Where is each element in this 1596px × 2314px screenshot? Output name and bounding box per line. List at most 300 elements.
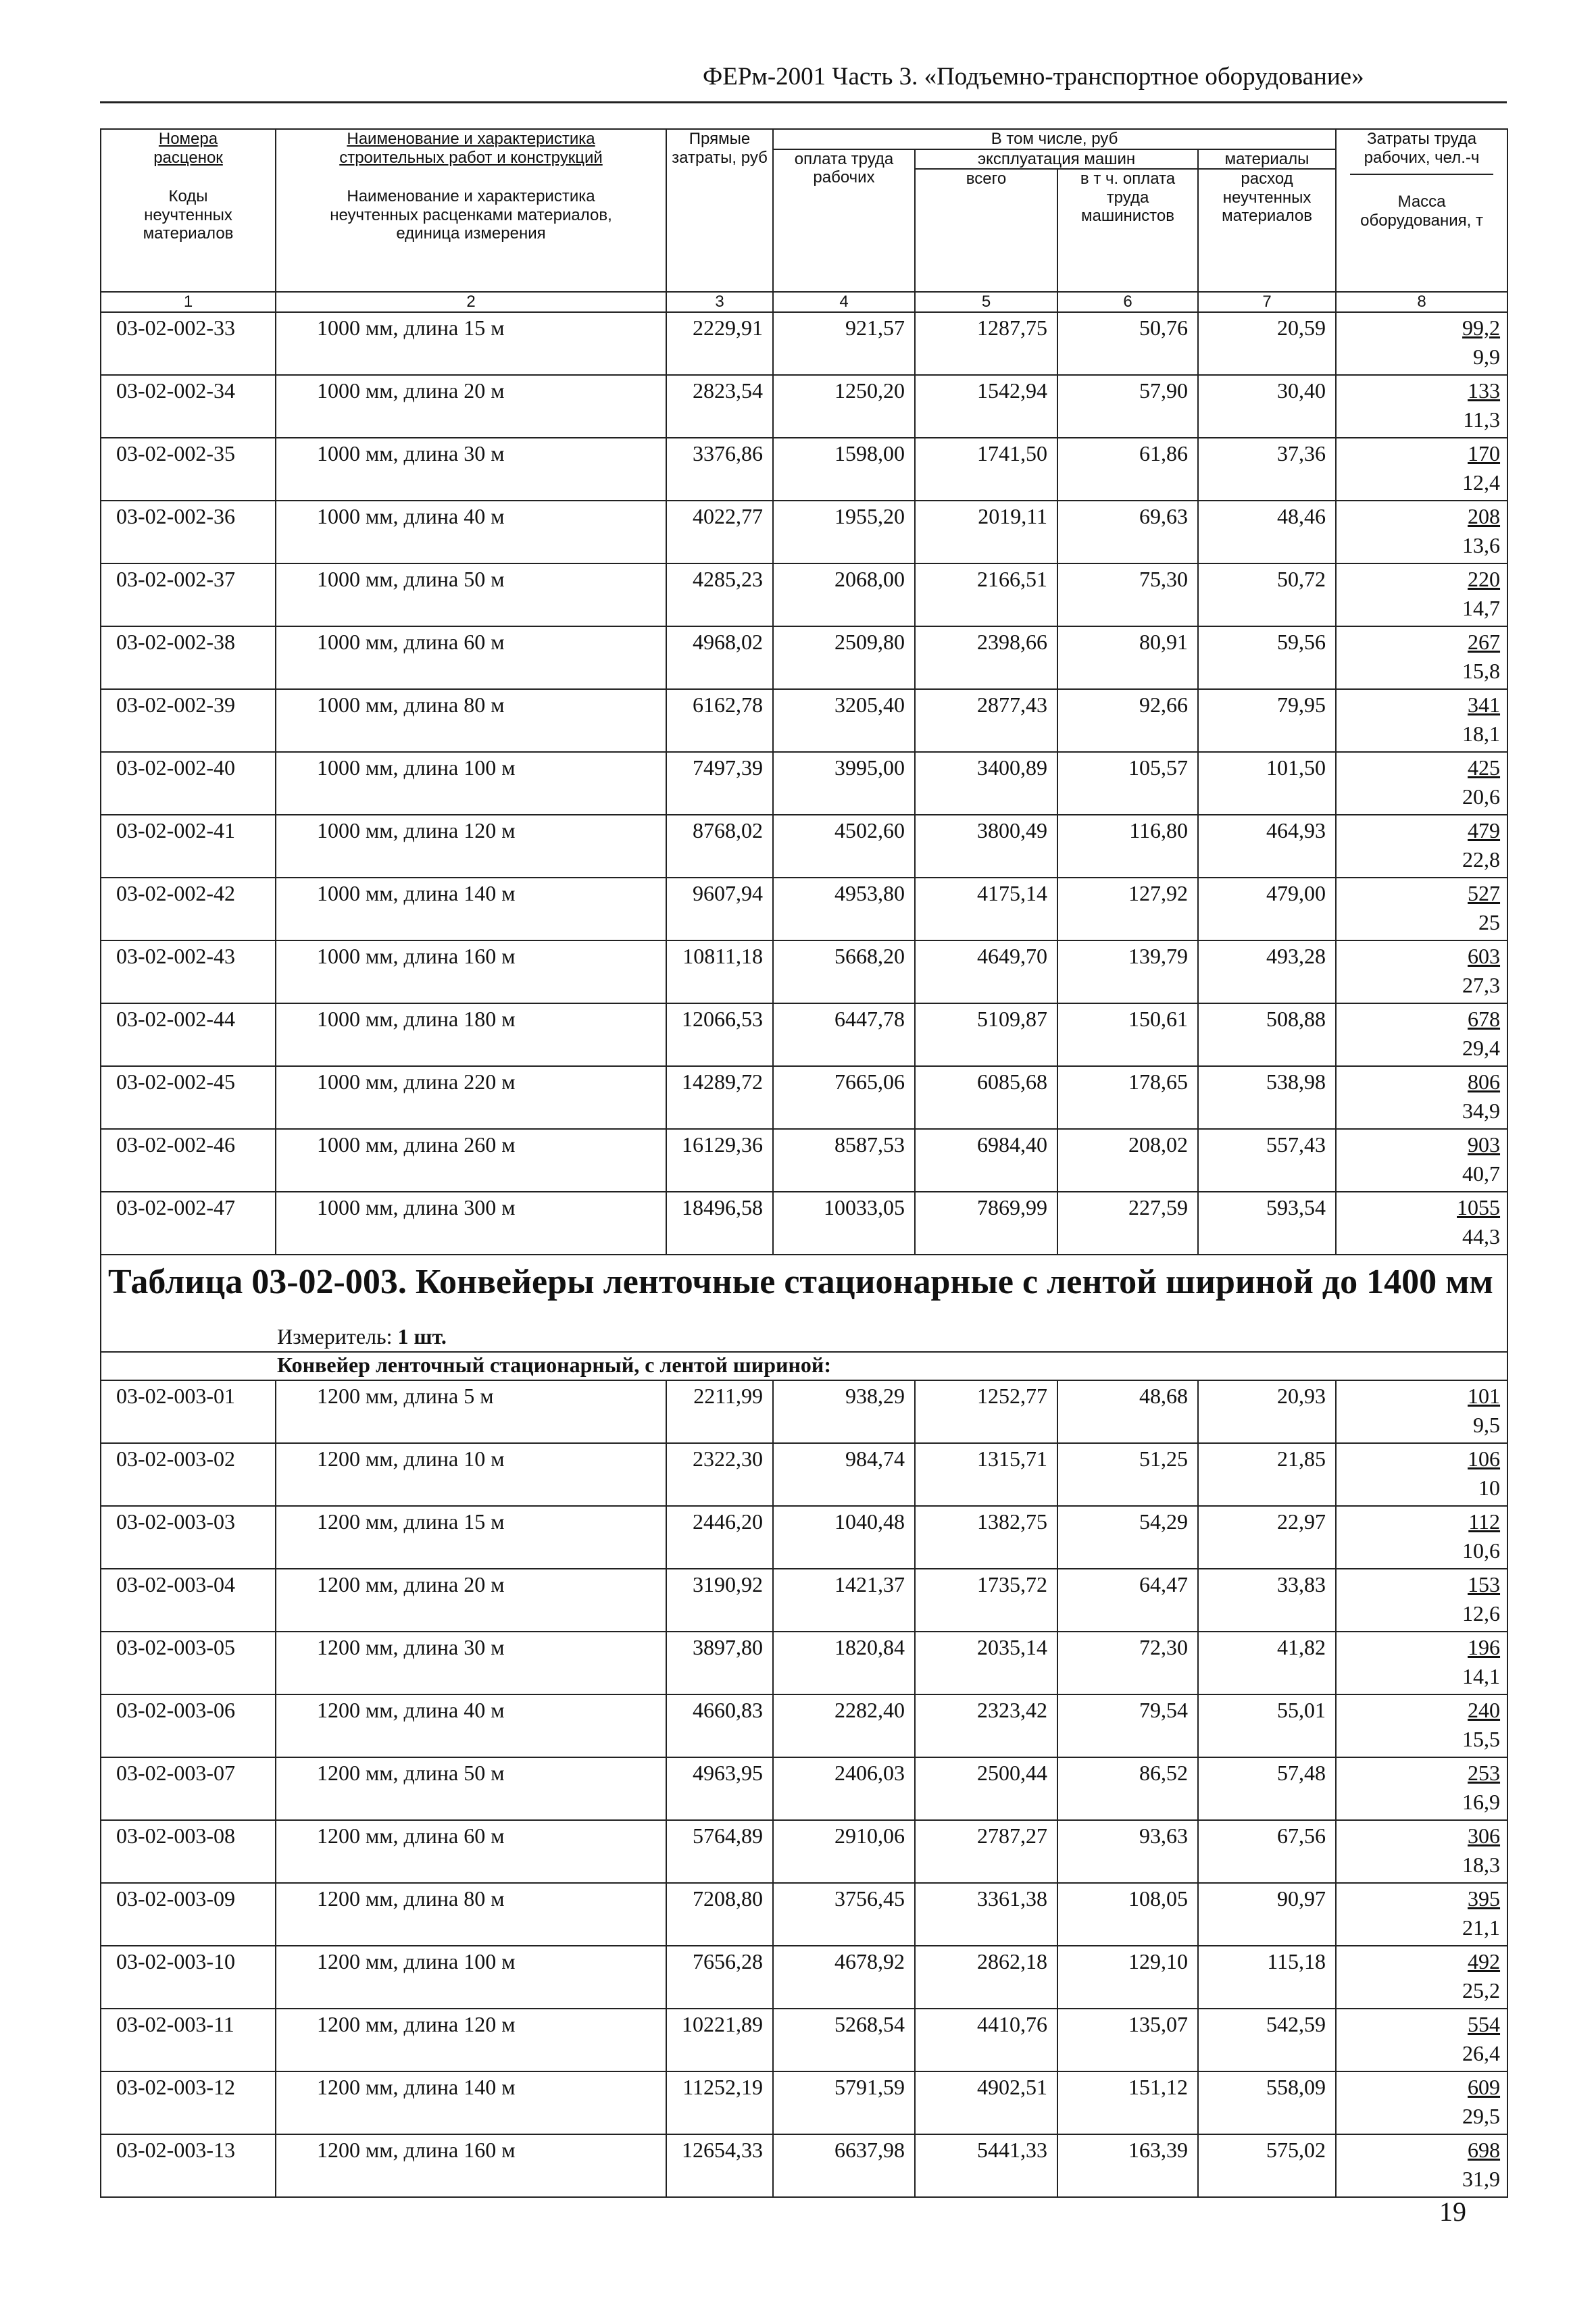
- equipment-mass: 14,7: [1462, 596, 1501, 621]
- machine-cost: 1542,94: [915, 375, 1057, 438]
- direct-cost: 4963,95: [666, 1757, 773, 1820]
- column-number: 3: [666, 292, 773, 312]
- direct-cost: 7208,80: [666, 1883, 773, 1946]
- table-subtitle: Конвейер ленточный стационарный, с лентой шириной:: [277, 1353, 831, 1378]
- labor-cost: 3995,00: [773, 752, 915, 815]
- machine-cost: 6085,68: [915, 1066, 1057, 1129]
- labor-mass-cell: [1336, 1129, 1507, 1192]
- work-name: 1000 мм, длина 50 м: [276, 563, 666, 626]
- labor-cost: 1955,20: [773, 501, 915, 563]
- labor-cost: 2910,06: [773, 1820, 915, 1883]
- labor-mass-cell: [1336, 1820, 1507, 1883]
- machine-cost: 6984,40: [915, 1129, 1057, 1192]
- labor-hours: 153: [1468, 1572, 1501, 1597]
- materials-cost: 57,48: [1198, 1757, 1336, 1820]
- labor-hours: 306: [1468, 1823, 1501, 1848]
- labor-mass-cell: [1336, 689, 1507, 752]
- labor-hours: 425: [1468, 755, 1501, 780]
- direct-cost: 10811,18: [666, 940, 773, 1003]
- equipment-mass: 10: [1478, 1476, 1501, 1501]
- equipment-mass: 9,5: [1473, 1413, 1501, 1438]
- table-title: Таблица 03-02-003. Конвейеры ленточные стационарные с лентой шириной до 1400 мм: [108, 1263, 1493, 1302]
- labor-mass-cell: [1336, 1380, 1507, 1443]
- header-col4: оплата труда рабочих: [773, 149, 915, 293]
- operator-cost: 69,63: [1057, 501, 1198, 563]
- machine-cost: 2035,14: [915, 1632, 1057, 1694]
- table-row: [101, 1883, 1507, 1946]
- table-row: [101, 1506, 1507, 1569]
- work-name: 1200 мм, длина 20 м: [276, 1569, 666, 1632]
- equipment-mass: 18,1: [1462, 722, 1501, 747]
- labor-mass-cell: [1336, 312, 1507, 375]
- work-name: 1000 мм, длина 180 м: [276, 1003, 666, 1066]
- labor-cost: 2282,40: [773, 1694, 915, 1757]
- work-name: 1000 мм, длина 15 м: [276, 312, 666, 375]
- equipment-mass: 20,6: [1462, 784, 1501, 809]
- header-col2-bottom: Наименование и характеристика неучтенных расценками материалов, единица измерения: [330, 187, 612, 243]
- labor-cost: 1040,48: [773, 1506, 915, 1569]
- labor-mass-cell: [1336, 1632, 1507, 1694]
- labor-mass-cell: [1336, 438, 1507, 501]
- work-name: 1000 мм, длина 120 м: [276, 815, 666, 878]
- operator-cost: 208,02: [1057, 1129, 1198, 1192]
- work-name: 1000 мм, длина 160 м: [276, 940, 666, 1003]
- labor-mass-cell: [1336, 1883, 1507, 1946]
- equipment-mass: 12,4: [1462, 470, 1501, 495]
- operator-cost: 108,05: [1057, 1883, 1198, 1946]
- equipment-mass: 25: [1478, 910, 1501, 935]
- equipment-mass: 15,8: [1462, 659, 1501, 684]
- labor-hours: 1055: [1457, 1195, 1501, 1220]
- labor-hours: 341: [1468, 693, 1501, 718]
- labor-hours: 220: [1468, 567, 1501, 592]
- work-name: 1000 мм, длина 140 м: [276, 878, 666, 940]
- rate-code: 03-02-003-07: [101, 1757, 276, 1820]
- work-name: 1000 мм, длина 20 м: [276, 375, 666, 438]
- equipment-mass: 44,3: [1462, 1224, 1501, 1249]
- direct-cost: 11252,19: [666, 2071, 773, 2134]
- table-row: [101, 689, 1507, 752]
- header-col7: расход неучтенных материалов: [1198, 169, 1336, 292]
- materials-cost: 30,40: [1198, 375, 1336, 438]
- table-row: [101, 626, 1507, 689]
- equipment-mass: 29,5: [1462, 2104, 1501, 2129]
- equipment-mass: 16,9: [1462, 1790, 1501, 1815]
- labor-hours: 170: [1468, 441, 1501, 466]
- materials-cost: 557,43: [1198, 1129, 1336, 1192]
- measure-line: [101, 1320, 1507, 1351]
- labor-hours: 492: [1468, 1949, 1501, 1974]
- subtitle-row: [101, 1352, 1507, 1380]
- operator-cost: 105,57: [1057, 752, 1198, 815]
- column-number: 7: [1198, 292, 1336, 312]
- table-row: [101, 815, 1507, 878]
- rate-code: 03-02-002-38: [101, 626, 276, 689]
- labor-hours: 240: [1468, 1698, 1501, 1723]
- labor-cost: 984,74: [773, 1443, 915, 1506]
- work-name: 1000 мм, длина 30 м: [276, 438, 666, 501]
- machine-cost: 1315,71: [915, 1443, 1057, 1506]
- labor-hours: 196: [1468, 1635, 1501, 1660]
- header-col3: Прямые затраты, руб: [666, 129, 773, 292]
- labor-mass-cell: [1336, 878, 1507, 940]
- materials-cost: 41,82: [1198, 1632, 1336, 1694]
- materials-cost: 575,02: [1198, 2134, 1336, 2197]
- rate-code: 03-02-003-06: [101, 1694, 276, 1757]
- rate-code: 03-02-002-42: [101, 878, 276, 940]
- rate-code: 03-02-002-47: [101, 1192, 276, 1255]
- machine-cost: 5109,87: [915, 1003, 1057, 1066]
- machine-cost: 4175,14: [915, 878, 1057, 940]
- labor-hours: 603: [1468, 944, 1501, 969]
- table-row: [101, 940, 1507, 1003]
- rate-code: 03-02-003-12: [101, 2071, 276, 2134]
- labor-mass-cell: [1336, 375, 1507, 438]
- materials-cost: 37,36: [1198, 438, 1336, 501]
- labor-mass-cell: [1336, 1946, 1507, 2009]
- work-name: 1200 мм, длина 160 м: [276, 2134, 666, 2197]
- machine-cost: 3361,38: [915, 1883, 1057, 1946]
- materials-cost: 55,01: [1198, 1694, 1336, 1757]
- operator-cost: 163,39: [1057, 2134, 1198, 2197]
- direct-cost: 14289,72: [666, 1066, 773, 1129]
- materials-cost: 48,46: [1198, 501, 1336, 563]
- header-col1-top: Номера расценок: [153, 130, 223, 167]
- direct-cost: 2446,20: [666, 1506, 773, 1569]
- labor-mass-cell: [1336, 1694, 1507, 1757]
- table-row: [101, 501, 1507, 563]
- direct-cost: 2211,99: [666, 1380, 773, 1443]
- labor-hours: 99,2: [1462, 316, 1501, 341]
- labor-mass-cell: [1336, 1003, 1507, 1066]
- operator-cost: 48,68: [1057, 1380, 1198, 1443]
- labor-cost: 8587,53: [773, 1129, 915, 1192]
- table-row: [101, 1694, 1507, 1757]
- direct-cost: 5764,89: [666, 1820, 773, 1883]
- labor-cost: 7665,06: [773, 1066, 915, 1129]
- machine-cost: 5441,33: [915, 2134, 1057, 2197]
- rate-code: 03-02-002-45: [101, 1066, 276, 1129]
- direct-cost: 2229,91: [666, 312, 773, 375]
- work-name: 1200 мм, длина 15 м: [276, 1506, 666, 1569]
- labor-hours: 101: [1468, 1384, 1501, 1409]
- machine-cost: 2862,18: [915, 1946, 1057, 2009]
- work-name: 1200 мм, длина 60 м: [276, 1820, 666, 1883]
- column-number: 6: [1057, 292, 1198, 312]
- machine-cost: 1252,77: [915, 1380, 1057, 1443]
- header-col8-bottom: Масса оборудования, т: [1360, 193, 1483, 230]
- equipment-mass: 25,2: [1462, 1978, 1501, 2003]
- machine-cost: 2398,66: [915, 626, 1057, 689]
- labor-mass-cell: [1336, 2134, 1507, 2197]
- labor-hours: 112: [1468, 1509, 1501, 1534]
- equipment-mass: 12,6: [1462, 1601, 1501, 1626]
- table-row: [101, 2009, 1507, 2071]
- labor-cost: 921,57: [773, 312, 915, 375]
- header-col8: [1336, 129, 1507, 292]
- direct-cost: 4968,02: [666, 626, 773, 689]
- materials-cost: 20,93: [1198, 1380, 1336, 1443]
- machine-cost: 1287,75: [915, 312, 1057, 375]
- machine-cost: 2500,44: [915, 1757, 1057, 1820]
- work-name: 1000 мм, длина 220 м: [276, 1066, 666, 1129]
- table-row: [101, 878, 1507, 940]
- rate-code: 03-02-002-39: [101, 689, 276, 752]
- materials-cost: 593,54: [1198, 1192, 1336, 1255]
- column-number: 2: [276, 292, 666, 312]
- direct-cost: 6162,78: [666, 689, 773, 752]
- direct-cost: 16129,36: [666, 1129, 773, 1192]
- labor-mass-cell: [1336, 2009, 1507, 2071]
- operator-cost: 178,65: [1057, 1066, 1198, 1129]
- rate-code: 03-02-002-37: [101, 563, 276, 626]
- table-row: [101, 2134, 1507, 2197]
- materials-cost: 22,97: [1198, 1506, 1336, 1569]
- direct-cost: 3190,92: [666, 1569, 773, 1632]
- header-col2: [276, 129, 666, 292]
- work-name: 1200 мм, длина 120 м: [276, 2009, 666, 2071]
- labor-mass-cell: [1336, 752, 1507, 815]
- operator-cost: 150,61: [1057, 1003, 1198, 1066]
- rate-code: 03-02-003-13: [101, 2134, 276, 2197]
- labor-mass-cell: [1336, 2071, 1507, 2134]
- labor-cost: 4678,92: [773, 1946, 915, 2009]
- header-machines-group: эксплуатация машин: [915, 149, 1198, 170]
- materials-cost: 50,72: [1198, 563, 1336, 626]
- equipment-mass: 10,6: [1462, 1538, 1501, 1563]
- operator-cost: 93,63: [1057, 1820, 1198, 1883]
- operator-cost: 80,91: [1057, 626, 1198, 689]
- labor-hours: 133: [1468, 378, 1501, 403]
- operator-cost: 86,52: [1057, 1757, 1198, 1820]
- labor-mass-cell: [1336, 1443, 1507, 1506]
- direct-cost: 7497,39: [666, 752, 773, 815]
- labor-hours: 106: [1468, 1447, 1501, 1472]
- machine-cost: 3800,49: [915, 815, 1057, 878]
- equipment-mass: 22,8: [1462, 847, 1501, 872]
- labor-mass-cell: [1336, 1192, 1507, 1255]
- labor-hours: 395: [1468, 1886, 1501, 1911]
- work-name: 1200 мм, длина 10 м: [276, 1443, 666, 1506]
- table-row: [101, 1820, 1507, 1883]
- table-title-row: [101, 1255, 1507, 1320]
- equipment-mass: 34,9: [1462, 1099, 1501, 1124]
- work-name: 1200 мм, длина 50 м: [276, 1757, 666, 1820]
- table-row: [101, 375, 1507, 438]
- labor-hours: 208: [1468, 504, 1501, 529]
- direct-cost: 8768,02: [666, 815, 773, 878]
- labor-mass-cell: [1336, 563, 1507, 626]
- rate-code: 03-02-003-08: [101, 1820, 276, 1883]
- labor-hours: 253: [1468, 1761, 1501, 1786]
- labor-cost: 5268,54: [773, 2009, 915, 2071]
- direct-cost: 10221,89: [666, 2009, 773, 2071]
- work-name: 1200 мм, длина 100 м: [276, 1946, 666, 2009]
- equipment-mass: 18,3: [1462, 1853, 1501, 1878]
- table-row: [101, 1946, 1507, 2009]
- equipment-mass: 40,7: [1462, 1161, 1501, 1186]
- labor-cost: 2068,00: [773, 563, 915, 626]
- work-name: 1000 мм, длина 80 м: [276, 689, 666, 752]
- work-name: 1000 мм, длина 100 м: [276, 752, 666, 815]
- rate-code: 03-02-002-40: [101, 752, 276, 815]
- rate-code: 03-02-003-05: [101, 1632, 276, 1694]
- labor-cost: 6637,98: [773, 2134, 915, 2197]
- materials-cost: 558,09: [1198, 2071, 1336, 2134]
- labor-cost: 4502,60: [773, 815, 915, 878]
- labor-hours: 527: [1468, 881, 1501, 906]
- labor-cost: 1598,00: [773, 438, 915, 501]
- work-name: 1200 мм, длина 80 м: [276, 1883, 666, 1946]
- labor-hours: 806: [1468, 1070, 1501, 1095]
- rate-code: 03-02-002-41: [101, 815, 276, 878]
- rate-code: 03-02-002-34: [101, 375, 276, 438]
- operator-cost: 64,47: [1057, 1569, 1198, 1632]
- column-number: 4: [773, 292, 915, 312]
- header-group-title: В том числе, руб: [773, 129, 1336, 149]
- operator-cost: 51,25: [1057, 1443, 1198, 1506]
- machine-cost: 2877,43: [915, 689, 1057, 752]
- rates-table: [100, 128, 1508, 2198]
- operator-cost: 227,59: [1057, 1192, 1198, 1255]
- labor-cost: 1421,37: [773, 1569, 915, 1632]
- operator-cost: 54,29: [1057, 1506, 1198, 1569]
- direct-cost: 12066,53: [666, 1003, 773, 1066]
- materials-cost: 542,59: [1198, 2009, 1336, 2071]
- labor-cost: 5668,20: [773, 940, 915, 1003]
- column-number: 5: [915, 292, 1057, 312]
- operator-cost: 61,86: [1057, 438, 1198, 501]
- machine-cost: 4649,70: [915, 940, 1057, 1003]
- materials-cost: 90,97: [1198, 1883, 1336, 1946]
- table-row: [101, 1003, 1507, 1066]
- header-col1: [101, 129, 276, 292]
- labor-cost: 3756,45: [773, 1883, 915, 1946]
- rate-code: 03-02-003-01: [101, 1380, 276, 1443]
- header-col2-top: Наименование и характеристика строительных работ и конструкций: [339, 130, 603, 167]
- machine-cost: 2166,51: [915, 563, 1057, 626]
- materials-cost: 33,83: [1198, 1569, 1336, 1632]
- direct-cost: 3897,80: [666, 1632, 773, 1694]
- table-row: [101, 2071, 1507, 2134]
- labor-hours: 698: [1468, 2138, 1501, 2163]
- equipment-mass: 11,3: [1463, 407, 1501, 432]
- labor-mass-cell: [1336, 940, 1507, 1003]
- equipment-mass: 21,1: [1462, 1915, 1501, 1940]
- materials-cost: 67,56: [1198, 1820, 1336, 1883]
- column-number: 8: [1336, 292, 1507, 312]
- labor-cost: 4953,80: [773, 878, 915, 940]
- labor-hours: 479: [1468, 818, 1501, 843]
- equipment-mass: 9,9: [1473, 345, 1501, 370]
- header-col8-top: Затраты труда рабочих, чел.-ч: [1350, 130, 1493, 175]
- labor-mass-cell: [1336, 501, 1507, 563]
- operator-cost: 50,76: [1057, 312, 1198, 375]
- running-head: ФЕРм-2001 Часть 3. «Подъемно-транспортное оборудование»: [703, 63, 1364, 91]
- table-row: [101, 752, 1507, 815]
- equipment-mass: 15,5: [1462, 1727, 1501, 1752]
- direct-cost: 9607,94: [666, 878, 773, 940]
- direct-cost: 2322,30: [666, 1443, 773, 1506]
- work-name: 1200 мм, длина 140 м: [276, 2071, 666, 2134]
- machine-cost: 4902,51: [915, 2071, 1057, 2134]
- materials-cost: 479,00: [1198, 878, 1336, 940]
- header-col5: всего: [915, 169, 1057, 292]
- machine-cost: 2323,42: [915, 1694, 1057, 1757]
- machine-cost: 2787,27: [915, 1820, 1057, 1883]
- table-row: [101, 1129, 1507, 1192]
- operator-cost: 127,92: [1057, 878, 1198, 940]
- direct-cost: 3376,86: [666, 438, 773, 501]
- header-col6: в т ч. оплата труда машинистов: [1057, 169, 1198, 292]
- labor-mass-cell: [1336, 1506, 1507, 1569]
- direct-cost: 4660,83: [666, 1694, 773, 1757]
- operator-cost: 135,07: [1057, 2009, 1198, 2071]
- work-name: 1000 мм, длина 40 м: [276, 501, 666, 563]
- rate-code: 03-02-003-03: [101, 1506, 276, 1569]
- rate-code: 03-02-003-04: [101, 1569, 276, 1632]
- operator-cost: 139,79: [1057, 940, 1198, 1003]
- rate-code: 03-02-002-36: [101, 501, 276, 563]
- equipment-mass: 31,9: [1462, 2167, 1501, 2192]
- labor-cost: 1250,20: [773, 375, 915, 438]
- labor-cost: 2406,03: [773, 1757, 915, 1820]
- operator-cost: 57,90: [1057, 375, 1198, 438]
- work-name: 1200 мм, длина 30 м: [276, 1632, 666, 1694]
- direct-cost: 7656,28: [666, 1946, 773, 2009]
- labor-hours: 554: [1468, 2012, 1501, 2037]
- work-name: 1000 мм, длина 60 м: [276, 626, 666, 689]
- rate-code: 03-02-002-35: [101, 438, 276, 501]
- operator-cost: 129,10: [1057, 1946, 1198, 2009]
- table-row: [101, 1066, 1507, 1129]
- column-number: 1: [101, 292, 276, 312]
- machine-cost: 1741,50: [915, 438, 1057, 501]
- direct-cost: 18496,58: [666, 1192, 773, 1255]
- direct-cost: 4022,77: [666, 501, 773, 563]
- header-materials-group: материалы: [1198, 149, 1336, 170]
- equipment-mass: 26,4: [1462, 2041, 1501, 2066]
- operator-cost: 79,54: [1057, 1694, 1198, 1757]
- labor-cost: 1820,84: [773, 1632, 915, 1694]
- rate-code: 03-02-003-11: [101, 2009, 276, 2071]
- equipment-mass: 14,1: [1462, 1664, 1501, 1689]
- work-name: 1200 мм, длина 40 м: [276, 1694, 666, 1757]
- table-row: [101, 438, 1507, 501]
- materials-cost: 101,50: [1198, 752, 1336, 815]
- operator-cost: 72,30: [1057, 1632, 1198, 1694]
- materials-cost: 20,59: [1198, 312, 1336, 375]
- materials-cost: 79,95: [1198, 689, 1336, 752]
- materials-cost: 508,88: [1198, 1003, 1336, 1066]
- table-row: [101, 1380, 1507, 1443]
- rate-code: 03-02-003-09: [101, 1883, 276, 1946]
- operator-cost: 92,66: [1057, 689, 1198, 752]
- machine-cost: 1735,72: [915, 1569, 1057, 1632]
- labor-cost: 3205,40: [773, 689, 915, 752]
- labor-cost: 5791,59: [773, 2071, 915, 2134]
- operator-cost: 75,30: [1057, 563, 1198, 626]
- labor-cost: 10033,05: [773, 1192, 915, 1255]
- operator-cost: 116,80: [1057, 815, 1198, 878]
- materials-cost: 21,85: [1198, 1443, 1336, 1506]
- work-name: 1000 мм, длина 260 м: [276, 1129, 666, 1192]
- labor-hours: 903: [1468, 1132, 1501, 1157]
- labor-mass-cell: [1336, 626, 1507, 689]
- machine-cost: 3400,89: [915, 752, 1057, 815]
- table-row: [101, 312, 1507, 375]
- materials-cost: 464,93: [1198, 815, 1336, 878]
